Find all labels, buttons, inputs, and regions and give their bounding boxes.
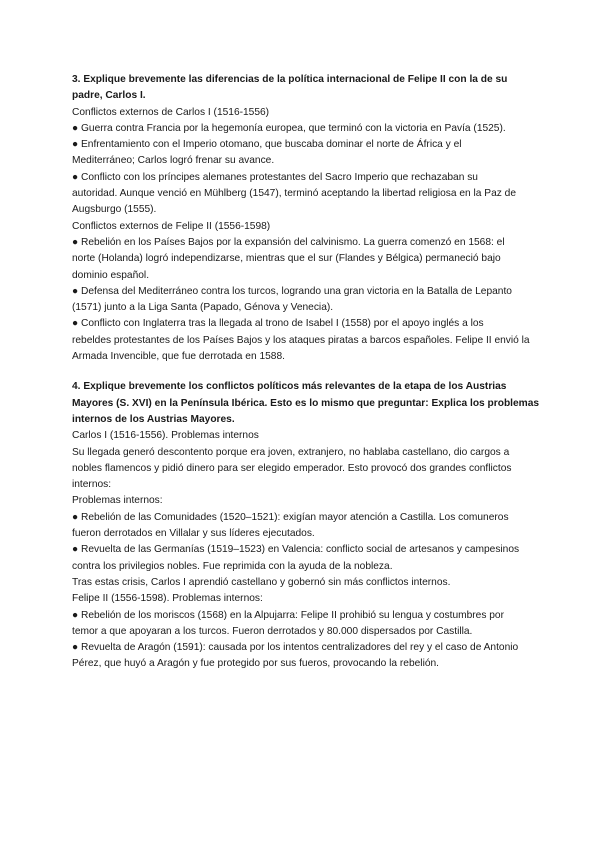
body-line: ● Conflicto con los príncipes alemanes protestantes del Sacro Imperio que rechazaban su: [72, 171, 478, 183]
body-line: ● Rebelión de los moriscos (1568) en la Alpujarra: Felipe II prohibió su lengua y costumbres por: [72, 609, 504, 621]
heading-line: 4. Explique brevemente los conflictos políticos más relevantes de la etapa de los Austrias: [72, 381, 507, 393]
body-line: Pérez, que huyó a Aragón y fue protegido por sus fueros, provocando la rebelión.: [72, 658, 439, 670]
body-line: Problemas internos:: [72, 495, 163, 507]
section-3-heading: [72, 72, 540, 105]
body-line: Conflictos externos de Carlos I (1516-1556): [72, 106, 270, 118]
heading-line: 3. Explique brevemente las diferencias de la política internacional de Felipe II con la de su: [72, 74, 508, 85]
body-line: Mediterráneo; Carlos logró frenar su avance.: [72, 155, 275, 167]
body-line: Carlos I (1516-1556). Problemas internos: [72, 430, 259, 442]
body-line: Su llegada generó descontento porque era joven, extranjero, no hablaba castellano, dio cargos a: [72, 446, 510, 458]
body-line: ● Revuelta de Aragón (1591): causada por los intentos centralizadores del rey y el caso de Antonio: [72, 642, 519, 654]
body-line: ● Rebelión en los Países Bajos por la expansión del calvinismo. La guerra comenzó en 1568: el: [72, 236, 505, 248]
section-4: [72, 379, 540, 672]
body-line: ● Defensa del Mediterráneo contra los turcos, logrando una gran victoria en la Batalla de Lepanto: [72, 285, 512, 297]
heading-line: padre, Carlos I.: [72, 90, 146, 102]
body-line: Armada Invencible, que fue derrotada en 1588.: [72, 351, 285, 363]
body-line: ● Rebelión de las Comunidades (1520–1521): exigían mayor atención a Castilla. Los comuneros: [72, 511, 509, 523]
body-line: ● Guerra contra Francia por la hegemonía europea, que terminó con la victoria en Pavía (1525).: [72, 122, 506, 134]
body-line: Tras estas crisis, Carlos I aprendió castellano y gobernó sin más conflictos internos.: [72, 576, 451, 588]
body-line: rebeldes protestantes de los Países Bajos y los ataques piratas a barcos españoles. Felipe II envió la: [72, 334, 530, 346]
section-4-heading: [72, 379, 540, 428]
body-line: ● Enfrentamiento con el Imperio otomano, que buscaba dominar el norte de África y el: [72, 139, 462, 151]
section-3-body: [72, 105, 540, 366]
heading-line: Mayores (S. XVI) en la Península Ibérica. Esto es lo mismo que preguntar: Explica los problemas: [72, 397, 540, 409]
section-3: [72, 72, 540, 365]
body-line: Augsburgo (1555).: [72, 204, 157, 216]
body-line: norte (Holanda) logró independizarse, mientras que el sur (Flandes y Bélgica) permaneció bajo: [72, 253, 501, 265]
body-line: ● Revuelta de las Germanías (1519–1523) en Valencia: conflicto social de artesanos y campesinos: [72, 544, 520, 556]
section-gap: [72, 365, 540, 379]
body-line: fueron derrotados en Villalar y sus líderes ejecutados.: [72, 528, 315, 540]
body-line: dominio español.: [72, 269, 150, 281]
body-line: contra los privilegios nobles. Fue reprimida con la ayuda de la nobleza.: [72, 560, 393, 572]
body-line: autoridad. Aunque venció en Mühlberg (1547), terminó aceptando la libertad religiosa en la Paz de: [72, 188, 517, 200]
heading-line: internos de los Austrias Mayores.: [72, 413, 235, 425]
body-line: Felipe II (1556-1598). Problemas internos:: [72, 593, 263, 605]
body-line: nobles flamencos y pidió dinero para ser elegido emperador. Esto provocó dos grandes conflictos: [72, 462, 512, 474]
body-line: internos:: [72, 479, 112, 491]
body-line: temor a que apoyaran a los turcos. Fueron derrotados y 80.000 dispersados por Castilla.: [72, 625, 473, 637]
body-line: (1571) junto a la Liga Santa (Papado, Génova y Venecia).: [72, 302, 334, 314]
body-line: ● Conflicto con Inglaterra tras la llegada al trono de Isabel I (1558) por el apoyo inglés a los: [72, 318, 484, 330]
section-4-body: [72, 428, 540, 672]
body-line: Conflictos externos de Felipe II (1556-1598): [72, 220, 271, 232]
